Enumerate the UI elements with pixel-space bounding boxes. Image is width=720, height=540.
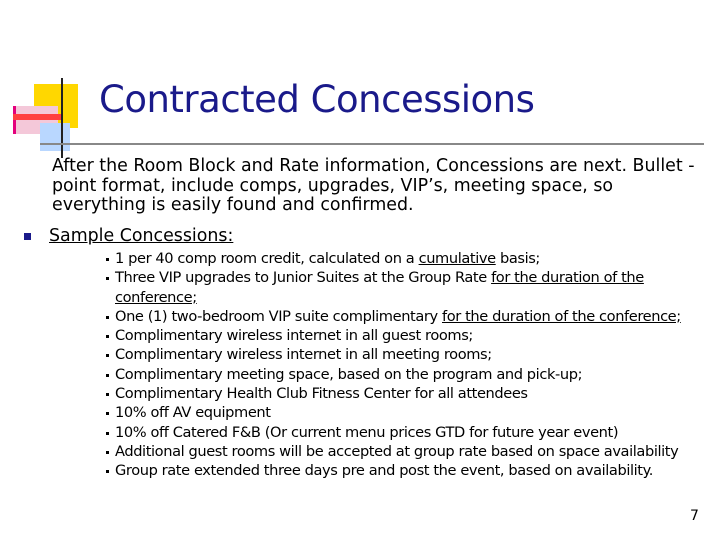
bullet-dot-icon [106,432,109,435]
list-item [107,442,697,461]
list-item [107,345,697,364]
bullet-dot-icon [106,335,109,338]
item-text: 1 per 40 comp room credit, calculated on a [115,250,419,267]
intro-paragraph: After the Room Block and Rate information, Concessions are next. Bullet -point format, include comps, upgrades, VIP’s, meeting space, so everything is easily found and confirmed. [52,156,695,215]
sample-label: Sample Concessions: [49,226,234,246]
item-text: Complimentary wireless internet in all guest rooms; [115,327,473,345]
bullet-dot-icon [106,412,109,415]
item-text: One (1) two-bedroom VIP suite complimentary [115,307,442,325]
list-item [107,423,697,442]
item-underlined-text: cumulative [418,250,496,267]
bullet-dot-icon [106,393,109,396]
item-text: Group rate extended three days pre and post the event, based on availability. [115,462,654,480]
item-text: Complimentary wireless internet in all meeting rooms; [115,346,492,364]
square-bullet-icon [24,233,31,240]
bullet-dot-icon [106,374,109,377]
title-divider [40,143,704,145]
item-text: Complimentary Health Club Fitness Center for all attendees [115,385,528,403]
list-item [107,307,697,326]
decor-red-bar [13,114,61,120]
item-text: 10% off AV equipment [115,404,271,422]
sample-heading [24,226,233,246]
bullet-dot-icon [106,470,109,473]
list-item [107,384,697,403]
list-item [107,268,697,307]
item-underlined-text: for the duration of the conference; [442,307,681,325]
concession-list [107,249,697,481]
list-item [107,326,697,345]
bullet-dot-icon [106,316,109,319]
list-item [107,249,697,268]
bullet-dot-icon [106,277,109,280]
item-text: Three VIP upgrades to Junior Suites at the Group Rate [115,269,492,287]
item-underlined-text: for the duration of the conference; [115,269,644,306]
item-text: Additional guest rooms will be accepted at group rate based on space availability [115,442,679,460]
bullet-dot-icon [106,258,109,261]
decor-vertical-line [61,78,63,158]
bullet-dot-icon [106,354,109,357]
item-text-end: basis; [495,250,540,267]
item-text: 10% off Catered F&B (Or current menu prices GTD for future year event) [115,423,619,441]
page-number: 7 [690,508,699,524]
list-item [107,403,697,422]
item-text: Complimentary meeting space, based on the program and pick-up; [115,365,583,383]
slide-title: Contracted Concessions [99,78,535,121]
decor-blue-square [40,123,70,151]
list-item [107,365,697,384]
list-item [107,461,697,480]
bullet-dot-icon [106,451,109,454]
